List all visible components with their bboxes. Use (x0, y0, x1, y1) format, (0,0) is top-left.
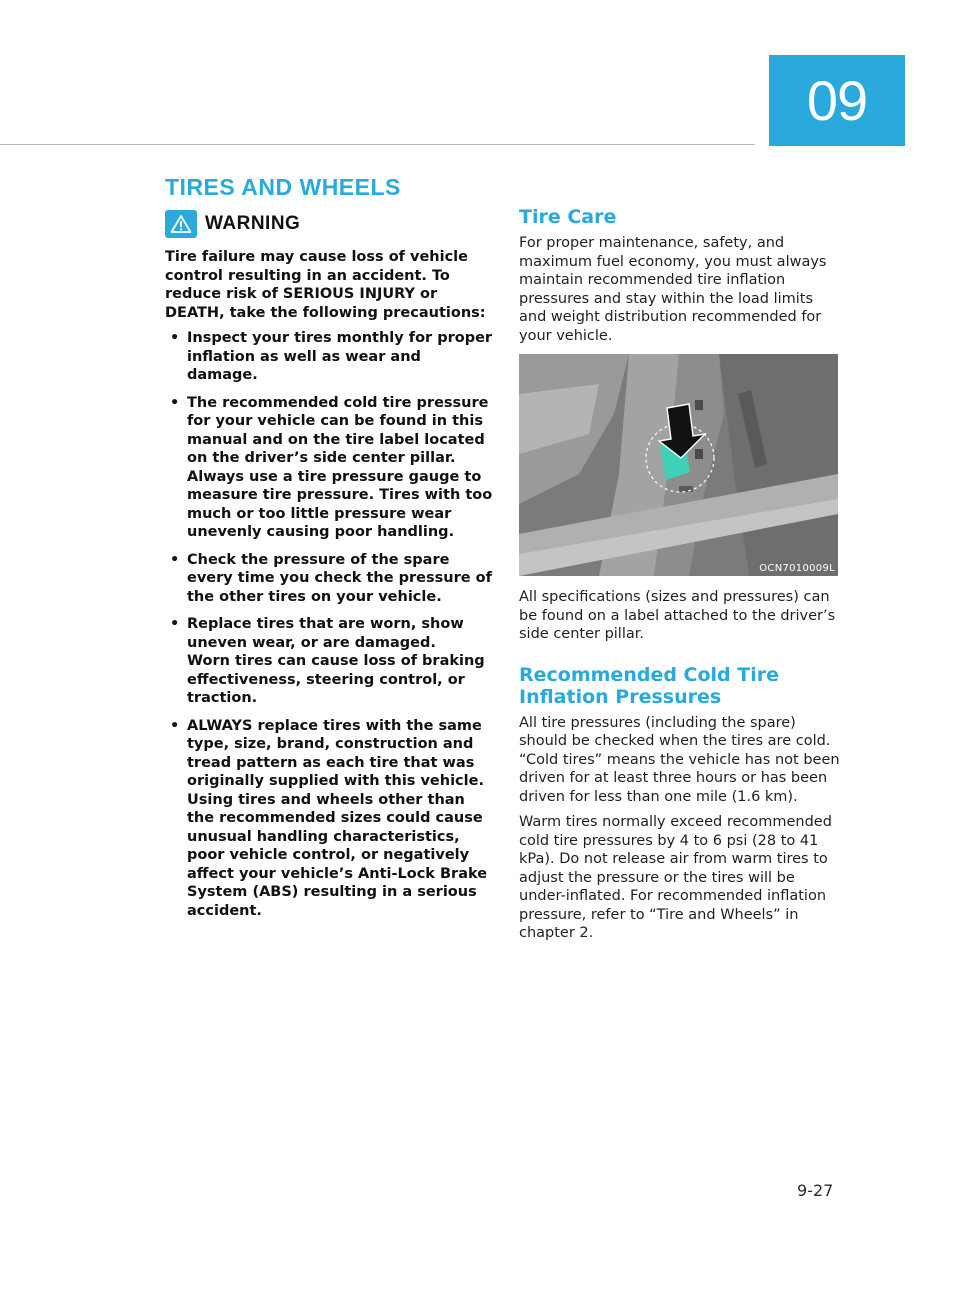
bullet: • (170, 394, 180, 411)
warning-item (165, 615, 495, 708)
warning-item-text: ALWAYS replace tires with the same type, size, brand, construction and tread pattern as each tire that was originally supplied with this vehicle. Using tires and wheels other than the recommended sizes could cause unusual handling characteristics, poor vehicle control, or negatively affect your vehicle’s Anti-Lock Brake System (ABS) resulting in a serious accident. (187, 717, 488, 919)
warning-item-text: The recommended cold tire pressure for your vehicle can be found in this manual and on the tire label located on the driver’s side center pillar. Always use a tire pressure gauge to measure tire pressure. Tires with too much or too little pressure wear unevenly causing poor handling. (187, 394, 493, 540)
cold-tire-para-1: All tire pressures (including the spare) should be checked when the tires are cold. “Cold tires” means the vehicle has not been driven for at least three hours or has been driven for less than one mile (1.6 km). (519, 714, 840, 805)
warning-item-text: Check the pressure of the spare every time you check the pressure of the other tires on your vehicle. (187, 551, 492, 605)
warning-heading (165, 210, 495, 238)
warning-item-text: Inspect your tires monthly for proper inflation as well as wear and damage. (187, 330, 493, 383)
left-column (165, 210, 495, 929)
header-rule (0, 144, 755, 145)
chapter-number: 09 (806, 69, 868, 132)
warning-label: WARNING (205, 213, 301, 234)
tire-care-title: Tire Care (519, 206, 617, 228)
bullet: • (170, 717, 180, 734)
tire-care-body: For proper maintenance, safety, and maximum fuel economy, you must always maintain recommended tire inflation pressures and stay within the load limits and weight distribution recommended for your vehicle. (519, 235, 827, 344)
warning-item-text: Replace tires that are worn, show uneven wear, or are damaged. Worn tires can cause loss of braking effectiveness, steering control, or traction. (187, 616, 485, 706)
section-title: TIRES AND WHEELS (165, 174, 401, 200)
warning-item (165, 717, 495, 921)
warning-item (165, 551, 495, 607)
figure-code: OCN7010009L (759, 563, 835, 574)
figure-caption: All specifications (sizes and pressures) can be found on a label attached to the driver’s side center pillar. (519, 589, 836, 642)
door-pillar-illustration (519, 354, 838, 576)
bullet: • (170, 330, 180, 346)
warning-triangle-icon (165, 210, 197, 238)
warning-item (165, 329, 495, 385)
chapter-tab (769, 55, 905, 146)
bullet: • (170, 551, 180, 568)
cold-tire-para-2: Warm tires normally exceed recommended cold tire pressures by 4 to 6 psi (28 to 41 kPa). Do not release air from warm tires to adjust the pressure or the tires will be under-inflated. For recommended inflation pressure, refer to “Tire and Wheels” in chapter 2. (519, 814, 832, 941)
warning-item (165, 394, 495, 542)
cold-tire-title: Recommended Cold Tire Inflation Pressures (519, 663, 779, 708)
right-column (519, 206, 841, 950)
warning-list (165, 329, 495, 920)
page-number: 9-27 (797, 1181, 834, 1200)
bullet: • (170, 616, 180, 632)
warning-intro: Tire failure may cause loss of vehicle control resulting in an accident. To reduce risk of SERIOUS INJURY or DEATH, take the following precautions: (165, 249, 486, 321)
